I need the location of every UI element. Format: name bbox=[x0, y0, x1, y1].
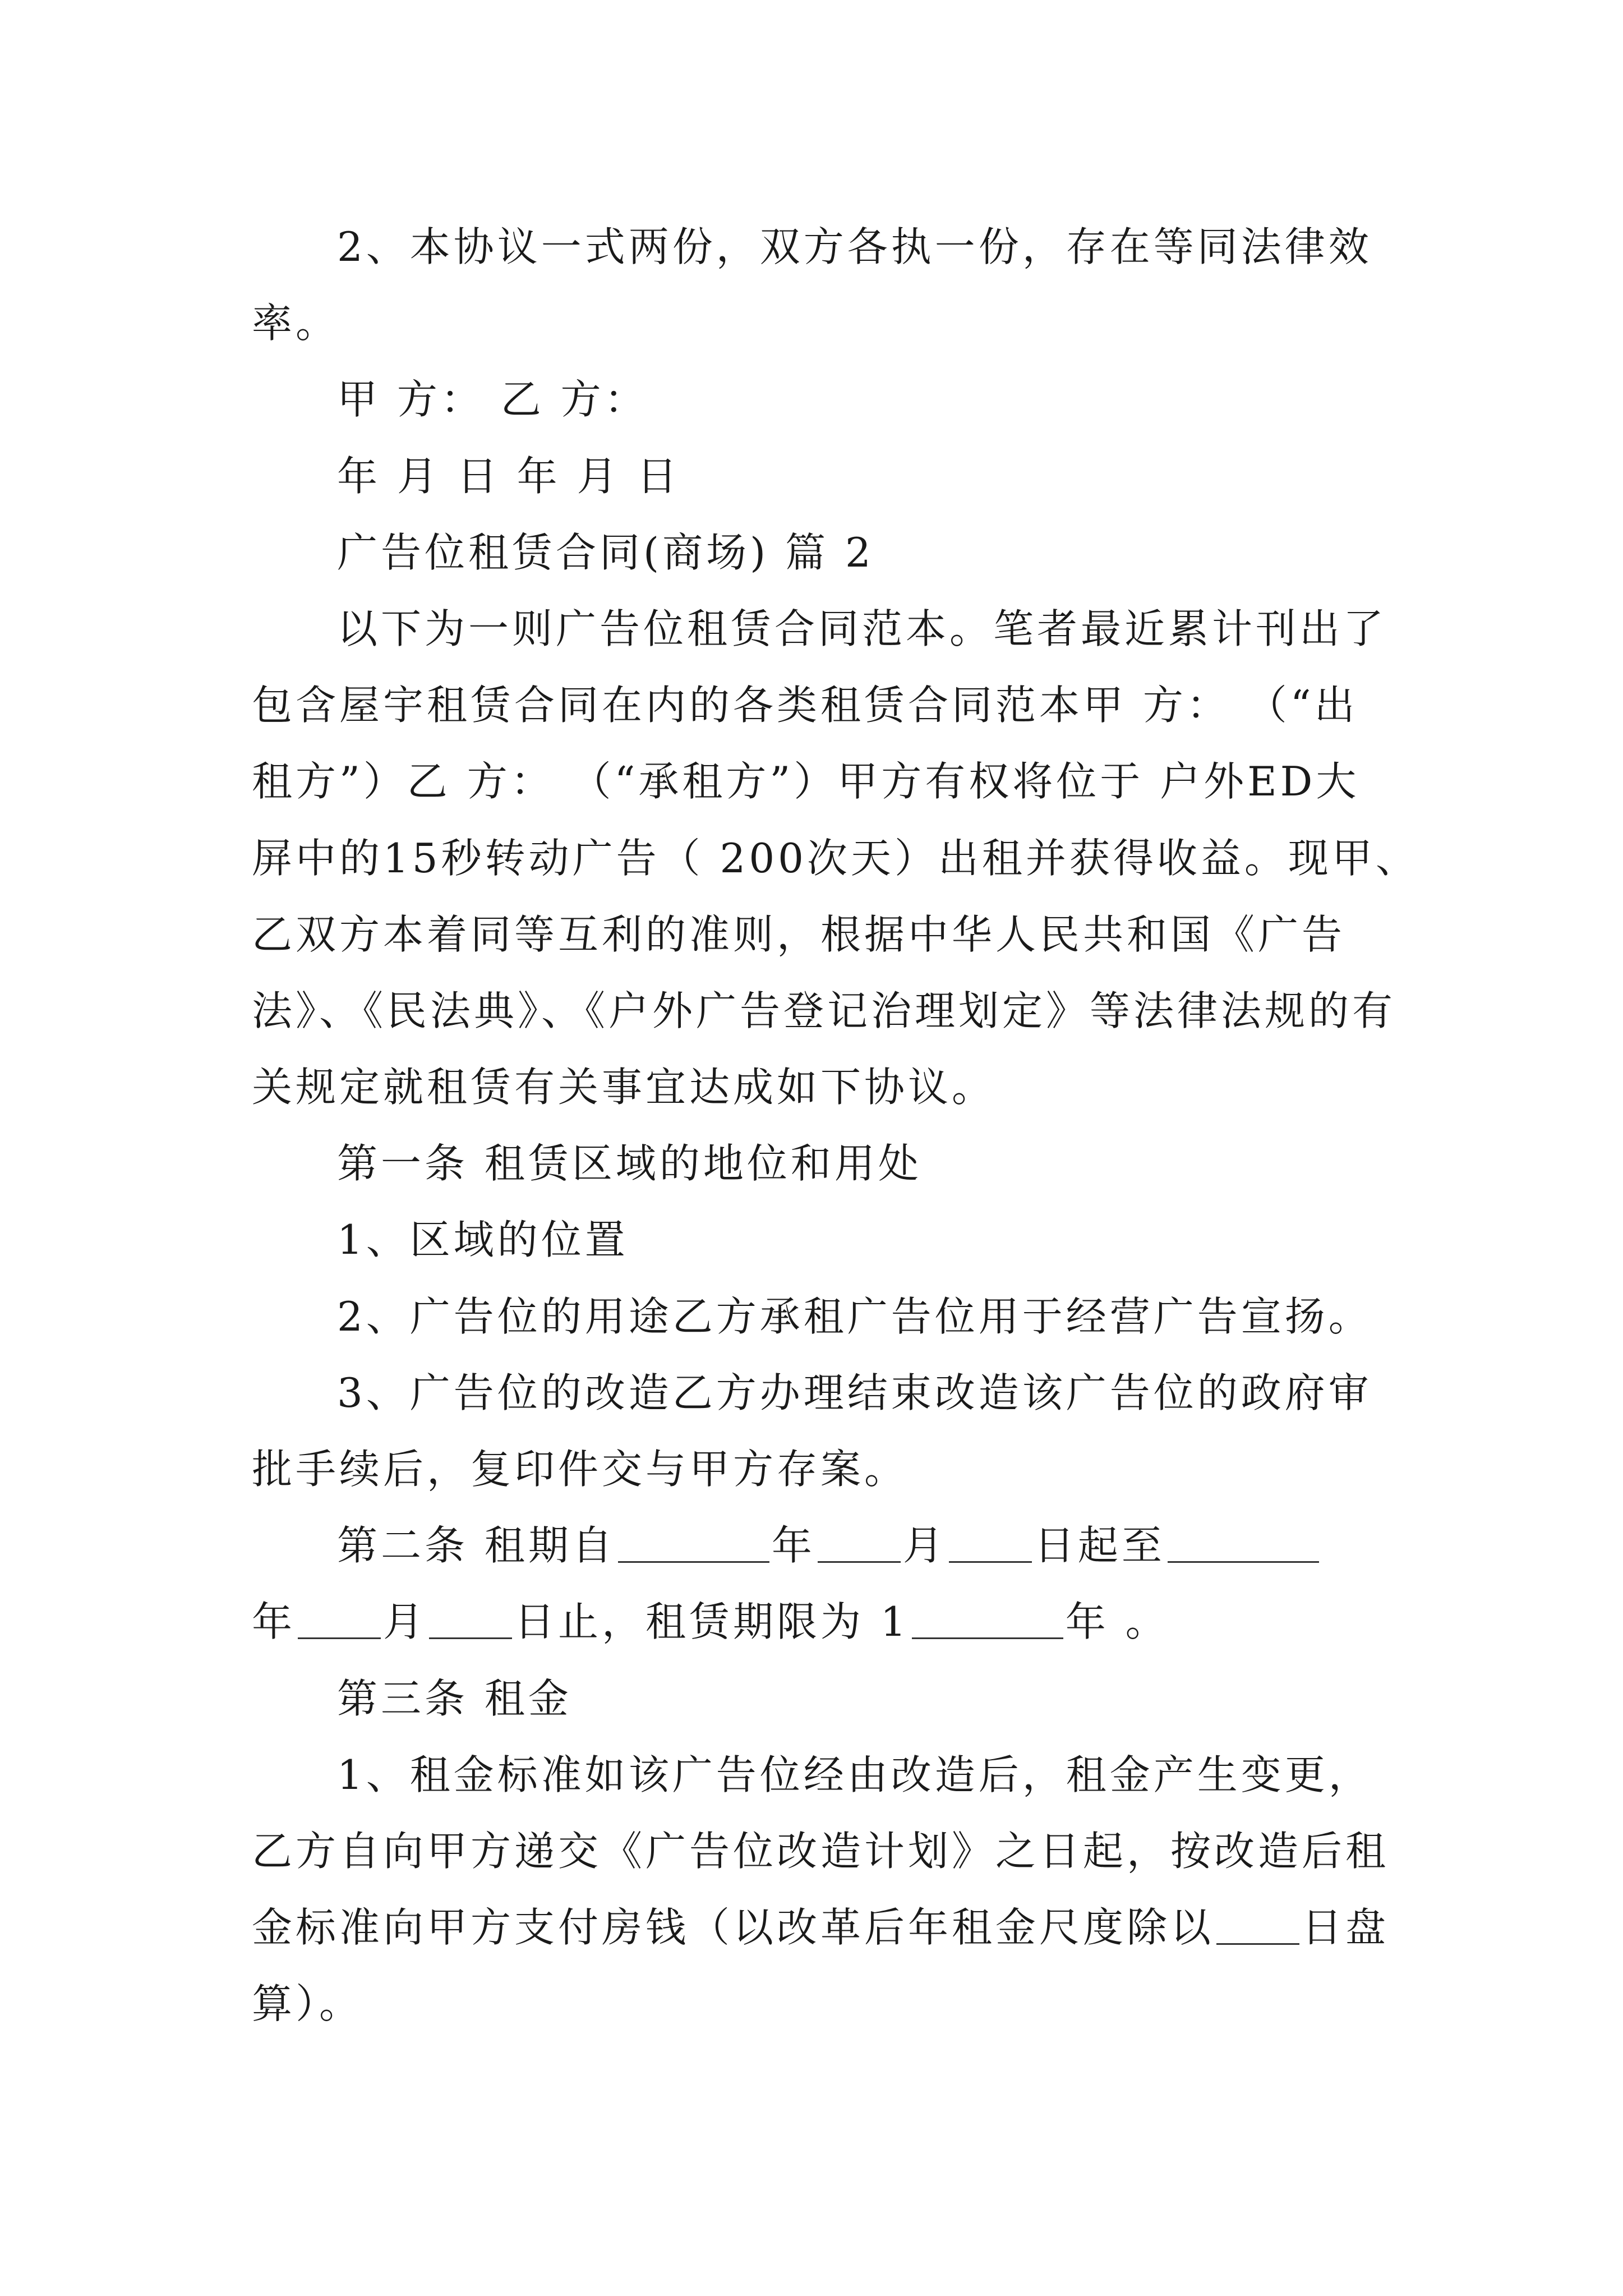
article-heading: 第三条 租金 bbox=[337, 1674, 572, 1722]
text-line: 乙方自向甲方递交《广告位改造计划》之日起，按改造后租 bbox=[252, 1827, 1390, 1875]
month-label: 月 bbox=[383, 1598, 427, 1646]
article-2-line-1 bbox=[252, 1507, 1377, 1584]
fill-blank-days[interactable] bbox=[1216, 1899, 1299, 1945]
text-line: 包含屋宇租赁合同在内的各类租赁合同范本甲 方： （“出 bbox=[252, 682, 1358, 729]
month-label: 月 bbox=[902, 1522, 947, 1570]
text-line: 3、广告位的改造乙方办理结束改造该广告位的政府审 bbox=[337, 1369, 1372, 1416]
fill-blank-end-month[interactable] bbox=[298, 1594, 381, 1639]
rent-calculation-line bbox=[252, 1889, 1390, 1966]
text-line: 乙双方本着同等互利的准则，根据中华人民共和国《广告 bbox=[252, 910, 1346, 958]
text-line: 屏中的15秒转动广告（ 200次天）出租并获得收益。现甲、 bbox=[252, 834, 1419, 882]
day-to-label: 日起至 bbox=[1034, 1522, 1165, 1570]
fill-blank-end-day[interactable] bbox=[429, 1594, 512, 1639]
year-label: 年 bbox=[771, 1522, 815, 1570]
text-line: 算）。 bbox=[252, 1980, 363, 2028]
text-line: 租方”）乙 方： （“承租方”）甲方有权将位于 户外ED大 bbox=[252, 758, 1360, 806]
text-line: 率。 bbox=[252, 300, 340, 347]
term-text: 日止，租赁期限为 1 bbox=[514, 1598, 910, 1646]
article-2-prefix: 第二条 租期自 bbox=[337, 1522, 616, 1570]
text-line: 法》、《民法典》、《户外广告登记治理划定》等法律法规的有 bbox=[252, 987, 1396, 1034]
text-line: 2、本协议一式两份，双方各执一份，存在等同法律效 bbox=[337, 223, 1372, 270]
year-label: 年 。 bbox=[1065, 1598, 1169, 1646]
text-line: 1、区域的位置 bbox=[337, 1216, 629, 1264]
fill-blank-start-year[interactable] bbox=[618, 1517, 769, 1563]
article-2-line-2 bbox=[252, 1584, 1377, 1660]
fill-blank-end-year-part[interactable] bbox=[1168, 1517, 1319, 1563]
year-label: 年 bbox=[252, 1598, 296, 1646]
text-line: 2、广告位的用途乙方承租广告位用于经营广告宣扬。 bbox=[337, 1292, 1372, 1340]
section-title: 广告位租赁合同(商场) 篇 2 bbox=[337, 528, 874, 576]
fill-blank-start-month[interactable] bbox=[818, 1517, 901, 1563]
rent-text-before: 金标准向甲方支付房钱（以改革后年租金尺度除以 bbox=[252, 1904, 1215, 1952]
rent-text-after: 日盘 bbox=[1302, 1904, 1390, 1952]
text-line: 以下为一则广告位租赁合同范本。笔者最近累计刊出了 bbox=[337, 605, 1387, 652]
article-heading: 第一条 租赁区域的地位和用处 bbox=[337, 1140, 922, 1188]
text-line: 1、租金标准如该广告位经由改造后，租金产生变更， bbox=[337, 1751, 1372, 1798]
fill-blank-start-day[interactable] bbox=[949, 1517, 1032, 1563]
text-line: 批手续后，复印件交与甲方存案。 bbox=[252, 1446, 909, 1493]
signature-parties-line: 甲 方： 乙 方： bbox=[337, 376, 648, 424]
text-line: 关规定就租赁有关事宜达成如下协议。 bbox=[252, 1064, 996, 1111]
signature-date-line: 年 月 日 年 月 日 bbox=[337, 452, 681, 500]
document-body bbox=[252, 209, 1419, 2042]
fill-blank-term-years[interactable] bbox=[912, 1594, 1063, 1639]
